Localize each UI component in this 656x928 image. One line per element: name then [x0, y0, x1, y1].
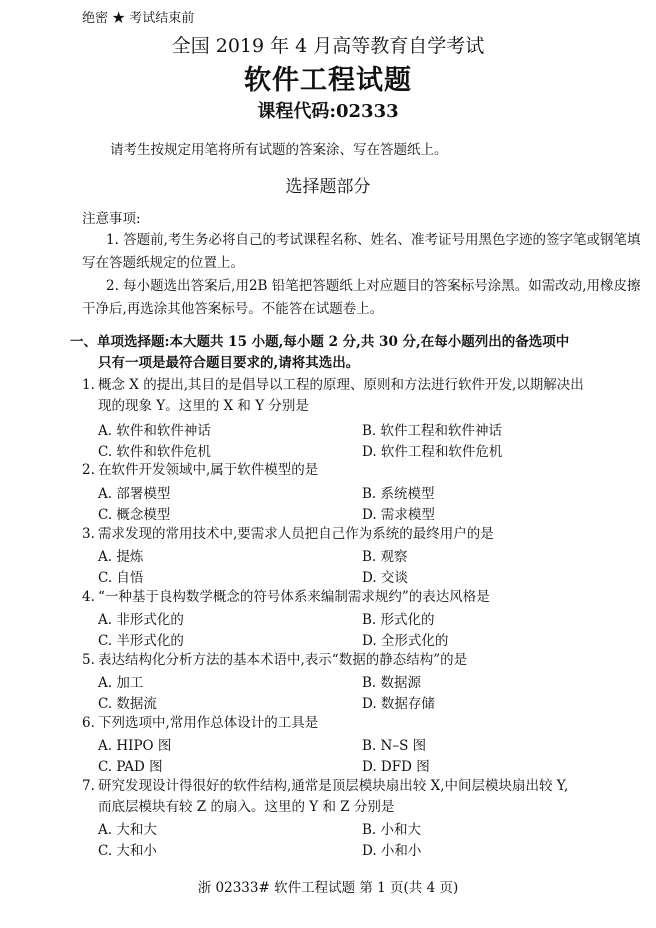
exam-title: 全国 2019 年 4 月高等教育自学考试 — [171, 35, 485, 57]
question-3 — [82, 524, 642, 545]
option-b: B. 系统模型 — [362, 486, 435, 502]
option-b: B. 小和大 — [362, 822, 422, 838]
notice-item: 1. 答题前,考生务必将自己的考试课程名称、姓名、准考证号用黑色字迹的签字笔或钢笔填写在答题纸规定的位置上。 — [82, 232, 641, 271]
classified-label: 绝密 ★ 考试结束前 — [82, 11, 195, 26]
question-number: 1. — [82, 377, 95, 393]
question-text: 在软件开发领域中,属于软件模型的是 — [98, 462, 319, 478]
option-c: C. 概念模型 — [98, 507, 171, 523]
question-text: 下列选项中,常用作总体设计的工具是 — [98, 715, 319, 731]
part-heading-line1: 一、单项选择题:本大题共 15 小题,每小题 2 分,共 30 分,在每小题列出的备选项中 — [70, 334, 570, 350]
subject-title: 软件工程试题 — [244, 65, 412, 96]
question-number: 4. — [82, 589, 95, 605]
question-2 — [82, 460, 642, 481]
option-c: C. 自悟 — [98, 570, 144, 586]
option-d: D. 数据存储 — [362, 696, 435, 712]
option-a: A. 提炼 — [98, 549, 144, 565]
page-footer: 浙 02333# 软件工程试题 第 1 页(共 4 页) — [197, 880, 459, 896]
question-number: 2. — [82, 462, 95, 478]
option-d: D. 交谈 — [362, 570, 408, 586]
question-number: 3. — [82, 526, 95, 542]
option-d: D. 小和小 — [362, 843, 422, 859]
option-b: B. 数据源 — [362, 675, 422, 691]
question-text: 需求发现的常用技术中,要需求人员把自己作为系统的最终用户的是 — [98, 526, 494, 542]
question-text-continued: 而底层模块有较 Z 的扇入。这里的 Y 和 Z 分别是 — [98, 799, 395, 815]
option-c: C. 大和小 — [98, 843, 157, 859]
general-instruction: 请考生按规定用笔将所有试题的答案涂、写在答题纸上。 — [110, 142, 448, 158]
option-b: B. 形式化的 — [362, 612, 435, 628]
question-6 — [82, 713, 642, 734]
part-heading-line2: 只有一项是最符合题目要求的,请将其选出。 — [98, 355, 360, 371]
option-b: B. 观察 — [362, 549, 408, 565]
question-1 — [82, 375, 642, 417]
option-b: B. N–S 图 — [362, 738, 427, 754]
option-a: A. 大和大 — [98, 822, 157, 838]
option-d: D. 全形式化的 — [362, 633, 449, 649]
option-a: A. HIPO 图 — [98, 738, 172, 754]
option-c: C. 半形式化的 — [98, 633, 184, 649]
question-text-continued: 现的现象 Y。这里的 X 和 Y 分别是 — [98, 398, 309, 414]
course-code: 课程代码:02333 — [257, 101, 399, 122]
question-5 — [82, 650, 642, 671]
notice-item: 2. 每小题选出答案后,用2B 铅笔把答题纸上对应题目的答案标号涂黑。如需改动,用橡皮擦干净后,再选涂其他答案标号。不能答在试题卷上。 — [82, 278, 641, 317]
question-4 — [82, 587, 642, 608]
question-text: 表达结构化分析方法的基本术语中,表示“数据的静态结构”的是 — [98, 652, 468, 668]
option-a: A. 非形式化的 — [98, 612, 184, 628]
question-text: 研究发现设计得很好的软件结构,通常是顶层模块扇出较 X,中间层模块扇出较 Y, — [98, 778, 569, 794]
part-heading — [70, 332, 640, 374]
option-a: A. 加工 — [98, 675, 144, 691]
notice-heading: 注意事项: — [82, 211, 141, 227]
question-number: 6. — [82, 715, 95, 731]
question-7 — [82, 776, 642, 818]
question-text: 概念 X 的提出,其目的是倡导以工程的原理、原则和方法进行软件开发,以期解决出 — [98, 377, 584, 393]
option-d: D. DFD 图 — [362, 759, 430, 775]
option-a: A. 软件和软件神话 — [98, 423, 211, 439]
option-b: B. 软件工程和软件神话 — [362, 423, 503, 439]
question-number: 5. — [82, 652, 95, 668]
option-c: C. 软件和软件危机 — [98, 444, 211, 460]
option-a: A. 部署模型 — [98, 486, 171, 502]
question-text: “一种基于良构数学概念的符号体系来编制需求规约”的表达风格是 — [98, 589, 490, 605]
option-d: D. 软件工程和软件危机 — [362, 444, 503, 460]
question-number: 7. — [82, 778, 95, 794]
option-d: D. 需求模型 — [362, 507, 435, 523]
section-title: 选择题部分 — [285, 177, 371, 197]
option-c: C. PAD 图 — [98, 759, 163, 775]
option-c: C. 数据流 — [98, 696, 157, 712]
